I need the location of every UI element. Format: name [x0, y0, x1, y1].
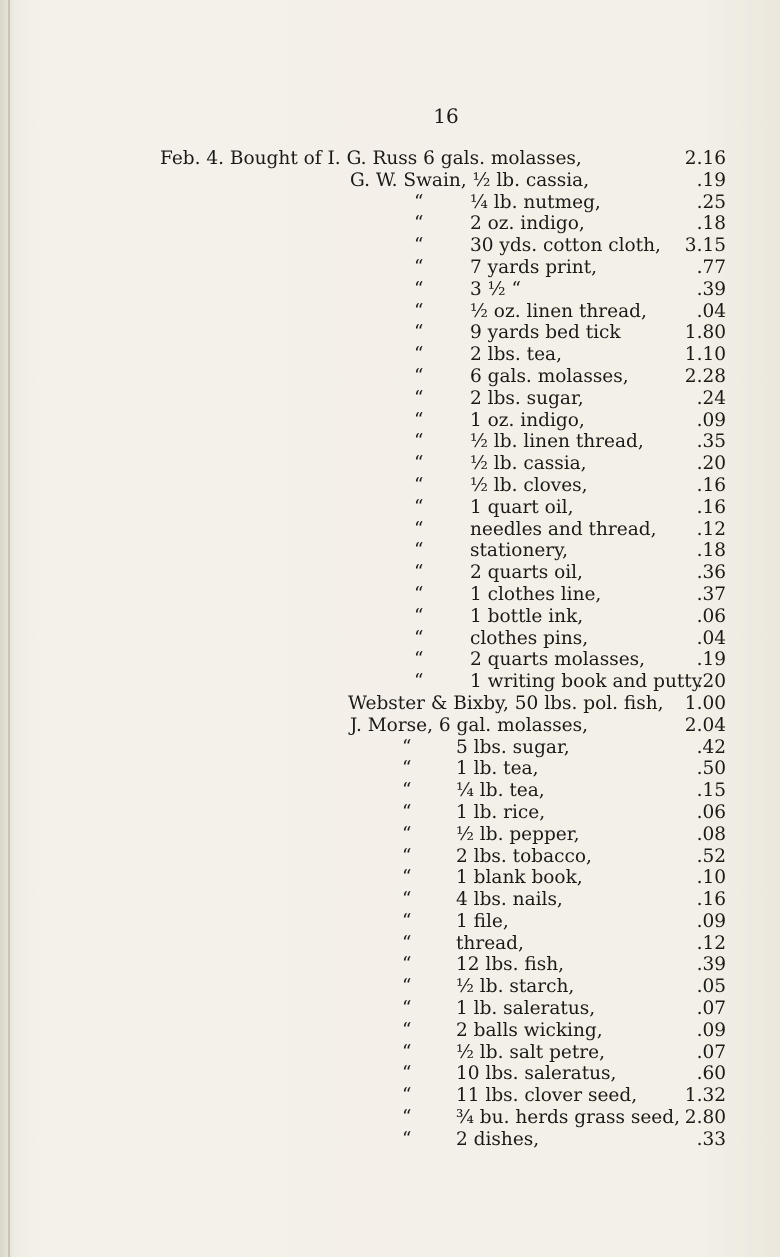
- ledger-row: [160, 453, 730, 475]
- ledger-row: [160, 301, 730, 323]
- ledger-row: [160, 366, 730, 388]
- item-description: 2 lbs. tea,: [470, 344, 562, 366]
- ditto-mark: “: [402, 1128, 412, 1150]
- amount-value: .09: [696, 409, 726, 431]
- ditto-mark: “: [414, 518, 424, 540]
- ledger-row: [160, 606, 730, 628]
- ditto-mark: “: [414, 365, 424, 387]
- ledger-row: [160, 562, 730, 584]
- ledger-row: [160, 693, 730, 715]
- ditto-mark: “: [414, 540, 424, 562]
- ditto-mark: “: [414, 409, 424, 431]
- ledger-row: [160, 671, 730, 693]
- ditto-mark: “: [414, 605, 424, 627]
- ditto-mark: “: [402, 998, 412, 1020]
- amount-value: .15: [696, 780, 726, 802]
- ledger-row: [160, 998, 730, 1020]
- item-description: 1 file,: [456, 910, 509, 932]
- ledger-row: [160, 715, 730, 737]
- ledger-row: [160, 235, 730, 257]
- ledger-row: [160, 954, 730, 976]
- item-description: ½ lb. linen thread,: [470, 431, 644, 453]
- ledger-row: [160, 584, 730, 606]
- ledger-row: [160, 388, 730, 410]
- amount-value: .37: [696, 583, 726, 605]
- ditto-mark: “: [414, 627, 424, 649]
- ledger-row: [160, 933, 730, 955]
- item-description: ½ lb. salt petre,: [456, 1041, 605, 1063]
- entry-description: J. Morse, 6 gal. molasses,: [350, 714, 589, 736]
- ditto-mark: “: [414, 278, 424, 300]
- amount-value: .39: [696, 954, 726, 976]
- amount-value: 3.15: [684, 235, 726, 257]
- item-description: 2 balls wicking,: [456, 1019, 603, 1041]
- ditto-mark: “: [402, 823, 412, 845]
- ditto-mark: “: [402, 845, 412, 867]
- ditto-mark: “: [414, 562, 424, 584]
- ledger-row: [160, 758, 730, 780]
- entry-description: Webster & Bixby, 50 lbs. pol. fish,: [348, 692, 664, 714]
- ledger-row: [160, 1085, 730, 1107]
- amount-value: .24: [696, 387, 726, 409]
- item-description: 1 quart oil,: [470, 496, 574, 518]
- ledger-row: [160, 867, 730, 889]
- amount-value: .33: [696, 1128, 726, 1150]
- ledger-row: [160, 628, 730, 650]
- ditto-mark: “: [402, 976, 412, 998]
- amount-value: .19: [696, 649, 726, 671]
- amount-value: .07: [696, 1041, 726, 1063]
- amount-value: .39: [696, 278, 726, 300]
- ditto-mark: “: [402, 758, 412, 780]
- amount-value: 2.28: [684, 365, 726, 387]
- ledger-row: [160, 1042, 730, 1064]
- item-description: 1 lb. saleratus,: [456, 998, 596, 1020]
- amount-value: 1.32: [684, 1085, 726, 1107]
- amount-value: .20: [696, 453, 726, 475]
- amount-value: .52: [696, 845, 726, 867]
- ledger-row: [160, 1129, 730, 1151]
- amount-value: 1.10: [684, 344, 726, 366]
- entry-description: G. W. Swain, ½ lb. cassia,: [350, 169, 590, 191]
- ledger-row: [160, 540, 730, 562]
- ledger-row: [160, 148, 730, 170]
- ditto-mark: “: [414, 387, 424, 409]
- item-description: 2 oz. indigo,: [470, 213, 585, 235]
- ledger-row: [160, 737, 730, 759]
- ledger-row: [160, 1020, 730, 1042]
- ditto-mark: “: [414, 300, 424, 322]
- ledger-row: [160, 344, 730, 366]
- item-description: needles and thread,: [470, 518, 657, 540]
- ledger-row: [160, 322, 730, 344]
- ditto-mark: “: [414, 583, 424, 605]
- ledger-row: [160, 889, 730, 911]
- amount-value: .04: [696, 300, 726, 322]
- ditto-mark: “: [402, 736, 412, 758]
- ditto-mark: “: [414, 235, 424, 257]
- ledger-row: [160, 475, 730, 497]
- ledger-row: [160, 431, 730, 453]
- item-description: 9 yards bed tick: [470, 322, 621, 344]
- ledger-row: [160, 519, 730, 541]
- amount-value: 1.80: [684, 322, 726, 344]
- amount-value: .12: [696, 932, 726, 954]
- amount-value: .42: [696, 736, 726, 758]
- item-description: ½ lb. cloves,: [470, 474, 588, 496]
- item-description: 1 oz. indigo,: [470, 409, 585, 431]
- item-description: 12 lbs. fish,: [456, 954, 565, 976]
- ditto-mark: “: [414, 474, 424, 496]
- amount-value: .05: [696, 976, 726, 998]
- item-description: 1 blank book,: [456, 867, 583, 889]
- item-description: ½ lb. pepper,: [456, 823, 580, 845]
- ditto-mark: “: [414, 344, 424, 366]
- amount-value: .16: [696, 889, 726, 911]
- amount-value: .06: [696, 605, 726, 627]
- ditto-mark: “: [414, 191, 424, 213]
- item-description: clothes pins,: [470, 627, 589, 649]
- amount-value: .60: [696, 1063, 726, 1085]
- item-description: 2 lbs. tobacco,: [456, 845, 592, 867]
- ditto-mark: “: [402, 954, 412, 976]
- amount-value: .09: [696, 1019, 726, 1041]
- ledger-row: [160, 846, 730, 868]
- amount-value: .16: [696, 496, 726, 518]
- ditto-mark: “: [414, 671, 424, 693]
- page-gutter: [8, 0, 10, 1257]
- ledger-row: [160, 192, 730, 214]
- amount-value: .20: [696, 671, 726, 693]
- ditto-mark: “: [402, 932, 412, 954]
- ditto-mark: “: [402, 1063, 412, 1085]
- amount-value: .08: [696, 823, 726, 845]
- amount-value: .36: [696, 562, 726, 584]
- item-description: 2 lbs. sugar,: [470, 387, 584, 409]
- item-description: ½ lb. starch,: [456, 976, 575, 998]
- ledger-row: [160, 213, 730, 235]
- item-description: 1 writing book and putty: [470, 671, 703, 693]
- ditto-mark: “: [402, 780, 412, 802]
- ditto-mark: “: [402, 1041, 412, 1063]
- ditto-mark: “: [414, 431, 424, 453]
- ledger-row: [160, 976, 730, 998]
- amount-value: .07: [696, 998, 726, 1020]
- amount-value: 2.80: [684, 1107, 726, 1129]
- ditto-mark: “: [414, 213, 424, 235]
- entry-description: Feb. 4. Bought of I. G. Russ 6 gals. molasses,: [160, 148, 582, 169]
- amount-value: 2.04: [684, 714, 726, 736]
- amount-value: .16: [696, 474, 726, 496]
- amount-value: .50: [696, 758, 726, 780]
- ledger-row: [160, 649, 730, 671]
- ledger-row: [160, 497, 730, 519]
- item-description: stationery,: [470, 540, 569, 562]
- page-number: 16: [433, 104, 459, 128]
- ditto-mark: “: [402, 867, 412, 889]
- item-description: 6 gals. molasses,: [470, 365, 629, 387]
- amount-value: .12: [696, 518, 726, 540]
- ledger-row: [160, 911, 730, 933]
- amount-value: .19: [696, 169, 726, 191]
- ditto-mark: “: [402, 889, 412, 911]
- ditto-mark: “: [402, 1085, 412, 1107]
- ditto-mark: “: [414, 256, 424, 278]
- item-description: 7 yards print,: [470, 256, 598, 278]
- item-description: ½ oz. linen thread,: [470, 300, 647, 322]
- item-description: ¼ lb. tea,: [456, 780, 545, 802]
- ditto-mark: “: [414, 496, 424, 518]
- item-description: 4 lbs. nails,: [456, 889, 563, 911]
- ledger-row: [160, 257, 730, 279]
- item-description: 5 lbs. sugar,: [456, 736, 570, 758]
- item-description: 2 dishes,: [456, 1128, 540, 1150]
- ditto-mark: “: [402, 801, 412, 823]
- ledger-row: [160, 824, 730, 846]
- ledger-row: [160, 279, 730, 301]
- ledger-row: [160, 802, 730, 824]
- item-description: 1 clothes line,: [470, 583, 602, 605]
- item-description: 2 quarts oil,: [470, 562, 583, 584]
- item-description: 1 bottle ink,: [470, 605, 584, 627]
- ditto-mark: “: [414, 649, 424, 671]
- ledger-row: [160, 1063, 730, 1085]
- amount-value: 1.00: [684, 692, 726, 714]
- item-description: 1 lb. rice,: [456, 801, 546, 823]
- amount-value: .35: [696, 431, 726, 453]
- amount-value: 2.16: [684, 148, 726, 169]
- ledger-row: [160, 780, 730, 802]
- item-description: 11 lbs. clover seed,: [456, 1085, 638, 1107]
- amount-value: .06: [696, 801, 726, 823]
- ledger-row: [160, 1107, 730, 1129]
- ledger-row: [160, 410, 730, 432]
- ditto-mark: “: [402, 1107, 412, 1129]
- amount-value: .09: [696, 910, 726, 932]
- ditto-mark: “: [402, 910, 412, 932]
- amount-value: .25: [696, 191, 726, 213]
- ledger-row: [160, 170, 730, 192]
- ditto-mark: “: [414, 453, 424, 475]
- amount-value: .18: [696, 213, 726, 235]
- amount-value: .18: [696, 540, 726, 562]
- item-description: 1 lb. tea,: [456, 758, 539, 780]
- ditto-mark: “: [414, 322, 424, 344]
- item-description: 2 quarts molasses,: [470, 649, 646, 671]
- item-description: thread,: [456, 932, 524, 954]
- item-description: ¾ bu. herds grass seed,: [456, 1107, 680, 1129]
- item-description: ¼ lb. nutmeg,: [470, 191, 601, 213]
- item-description: 30 yds. cotton cloth,: [470, 235, 661, 257]
- item-description: 10 lbs. saleratus,: [456, 1063, 617, 1085]
- account-ledger: [160, 148, 730, 1151]
- ditto-mark: “: [402, 1019, 412, 1041]
- amount-value: .04: [696, 627, 726, 649]
- item-description: ½ lb. cassia,: [470, 453, 587, 475]
- item-description: 3 ½ “: [470, 278, 521, 300]
- amount-value: .10: [696, 867, 726, 889]
- amount-value: .77: [696, 256, 726, 278]
